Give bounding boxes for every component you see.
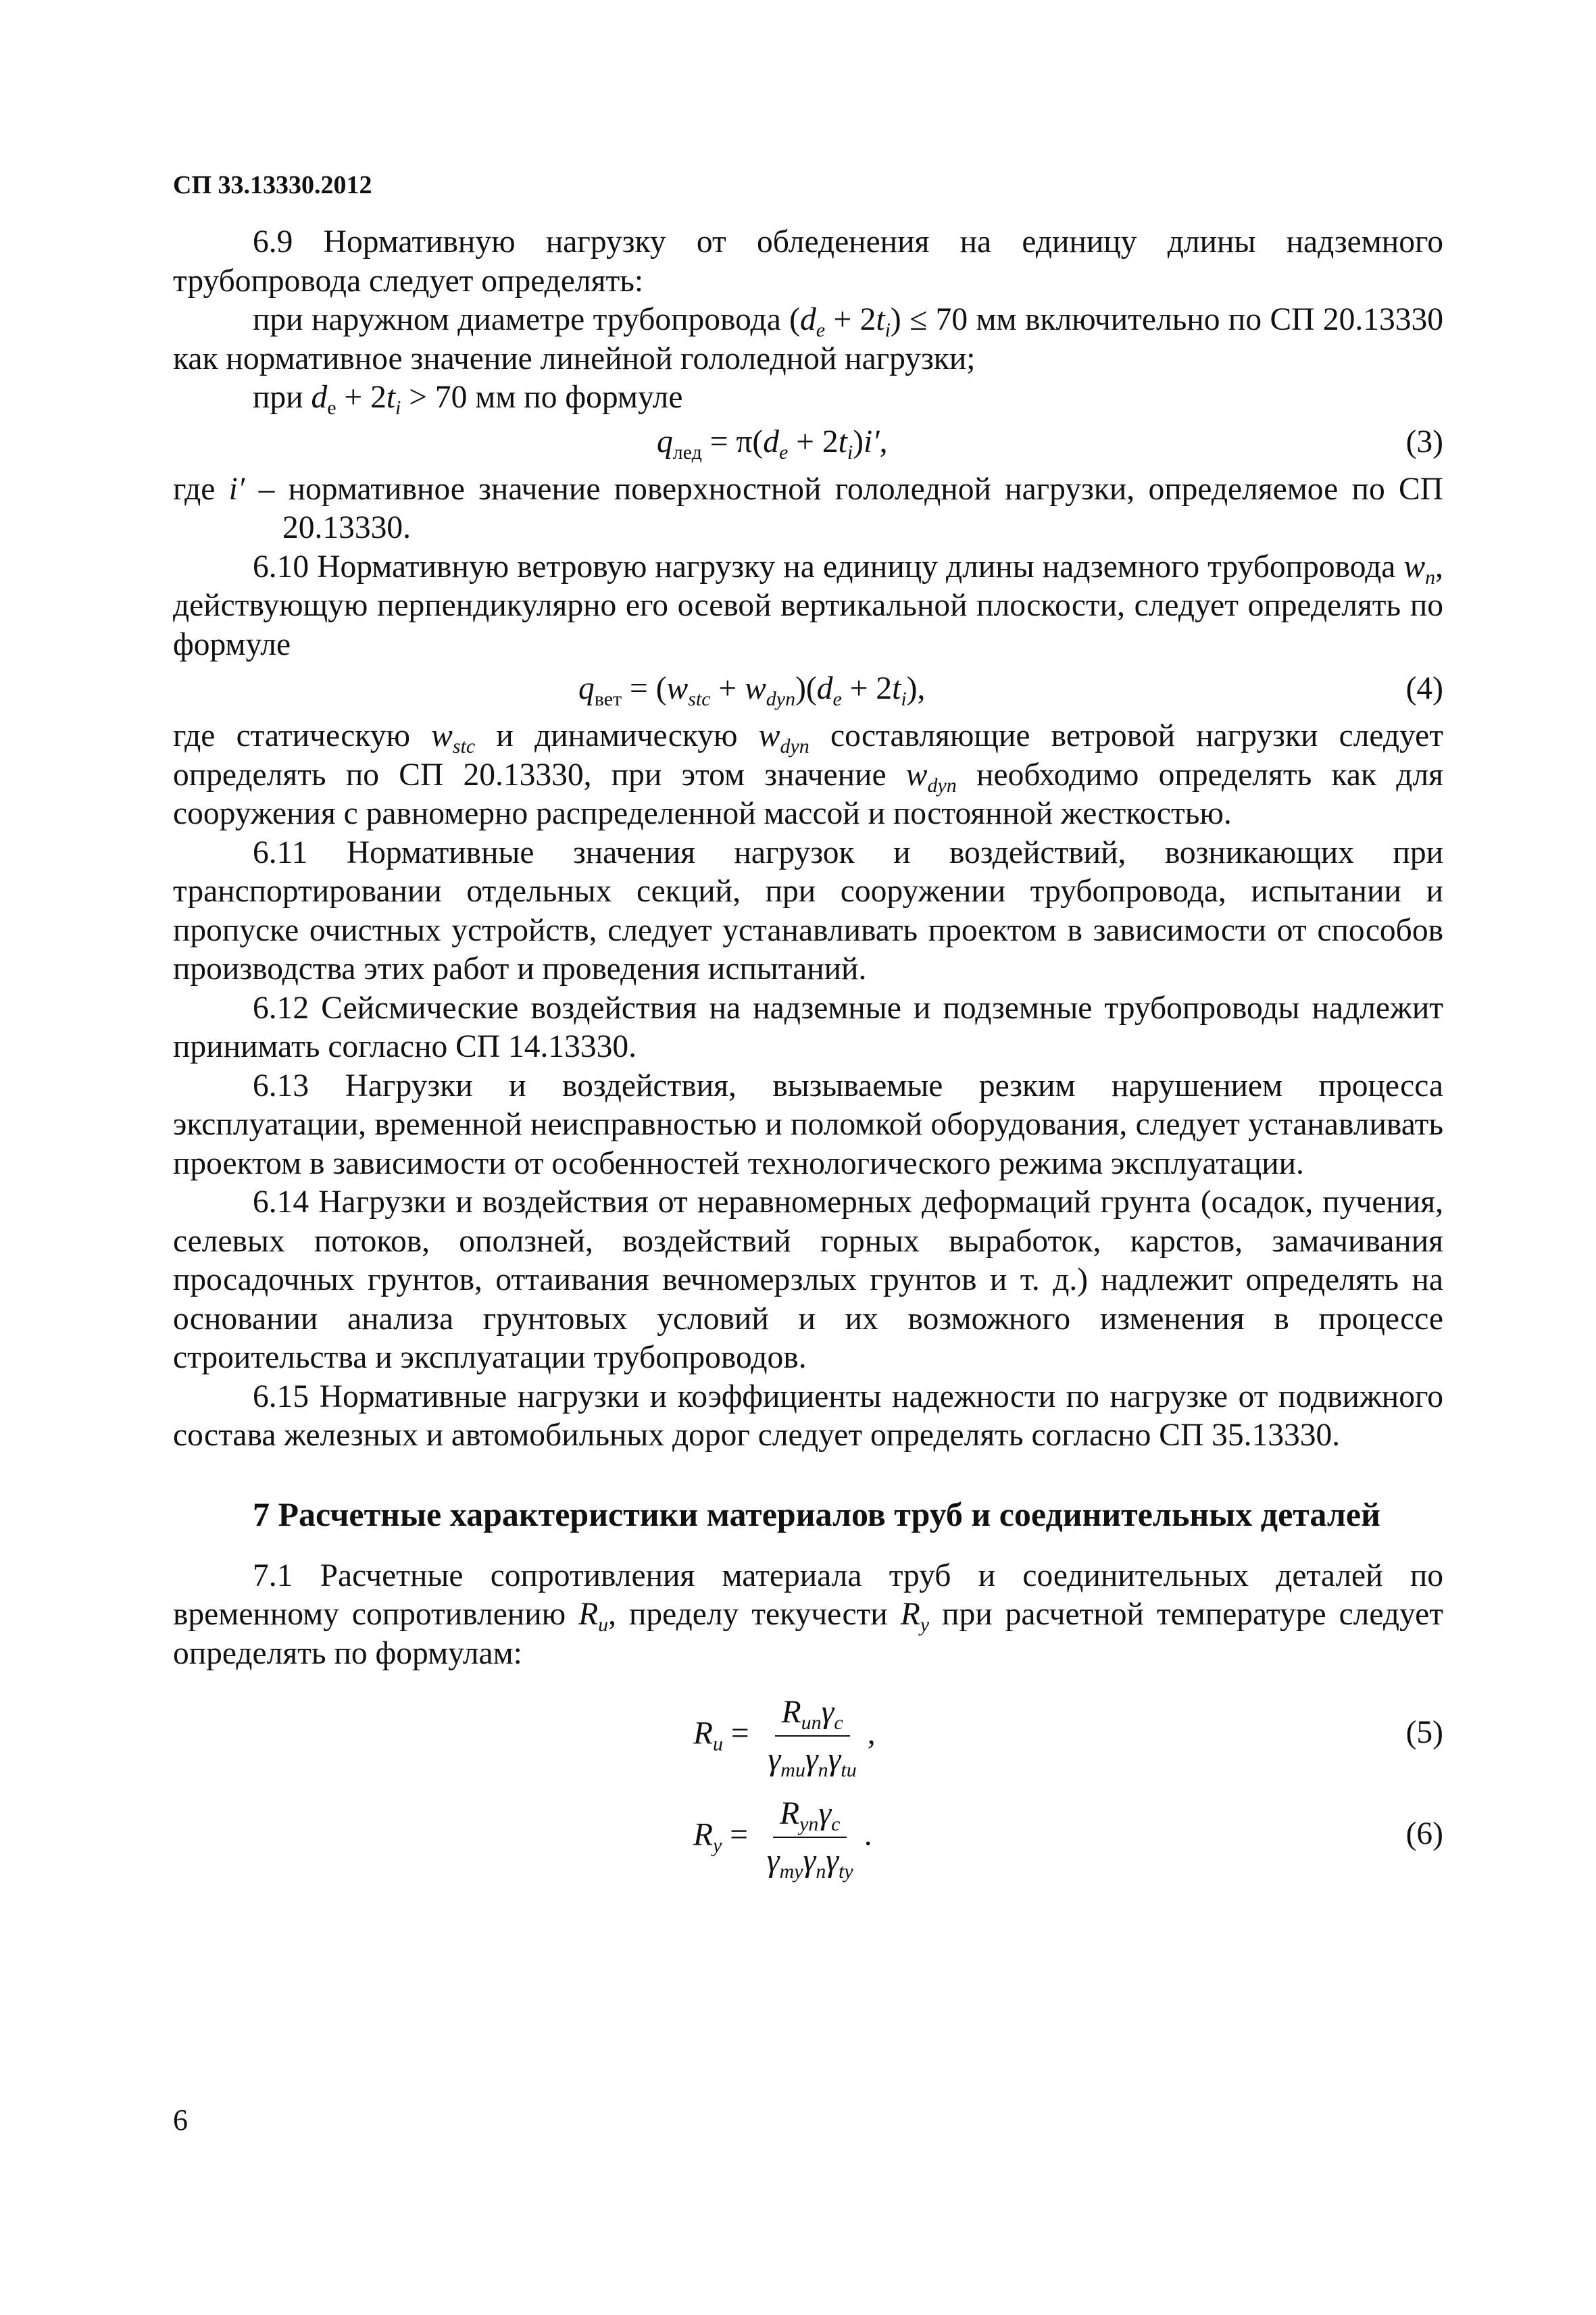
document-body	[173, 223, 1443, 1893]
paragraph-6-9-condition-2: при $d_e + 2t_i > 70$ мм по формуле	[253, 380, 683, 419]
text-fragment: составляющие ветровой нагрузки следует определять по СП 20.13330, при этом значение	[173, 718, 1443, 793]
paragraph-6-9-condition-1: при наружном диаметре трубопровода $(d_e + 2t_i) \le 70$ мм включительно по СП 20.13330 как нормативное значение линейной гололедной нагрузки;	[173, 302, 1443, 376]
formula-3: $q_{лед} = \pi(d_e + 2t_i)i'$,	[657, 424, 888, 464]
formula-5-row	[173, 1685, 1443, 1787]
equation-number-5: (5)	[1405, 1715, 1443, 1750]
equation-number-3: (3)	[1405, 424, 1443, 459]
text-fragment: при расчетной температуре следует определять по формулам:	[173, 1597, 1443, 1671]
text-fragment: необходимо определять как для сооружения с равномерно распределенной массой и постоянной жесткостью.	[173, 757, 1443, 831]
equation-number-6: (6)	[1405, 1816, 1443, 1851]
text-fragment: , пределу текучести	[608, 1597, 901, 1632]
page-number: 6	[173, 2104, 188, 2137]
paragraph-6-15: 6.15 Нормативные нагрузки и коэффициенты надежности по нагрузке от подвижного состава железных и автомобильных дорог следует определять согласно СП 35.13330.	[173, 1378, 1443, 1453]
text-fragment: > 70 мм по формуле	[401, 380, 683, 415]
paragraph-6-10: 6.10 Нормативную ветровую нагрузку на единицу длины надземного трубопровода $w_n$, действующую перпендикулярно его осевой вертикальной плоскости, следует определять по формуле	[173, 549, 1443, 662]
formula-6-row	[173, 1789, 1443, 1891]
text-fragment: где статическую	[173, 718, 432, 753]
fraction: $\frac{R_{yn}\gamma_c}{\gamma_{my}\gamma_n\gamma_{ty}}$	[766, 1796, 853, 1883]
formula-3-row	[173, 420, 1443, 468]
text-fragment: – нормативное значение поверхностной гололедной нагрузки, определяемое по СП 20.13330.	[245, 471, 1443, 545]
text-fragment: где	[173, 471, 229, 507]
document-code-header: СП 33.13330.2012	[173, 171, 372, 199]
section-7-heading: 7 Расчетные характеристики материалов труб и соединительных деталей	[253, 1495, 1380, 1533]
paragraph-6-13: 6.13 Нагрузки и воздействия, вызываемые резким нарушением процесса эксплуатации, временной неисправностью и поломкой оборудования, следует устанавливать проектом в зависимости от особенностей технологического режима эксплуатации.	[173, 1068, 1443, 1181]
formula-5: $R_u$ = $\frac{R_{un}\gamma_c}{\gamma_{mu}\gamma_n\gamma_{tu}}$ ,	[693, 1695, 876, 1781]
paragraph-6-12: 6.12 Сейсмические воздействия на надземные и подземные трубопроводы надлежит принимать согласно СП 14.13330.	[173, 990, 1443, 1064]
text-fragment: , действующую перпендикулярно его осевой вертикальной плоскости, следует определять по формуле	[173, 549, 1443, 662]
definition-wind-components: где статическую $w_{stc}$ и динамическую $w_{dyn}$ составляющие ветровой нагрузки следует определять по СП 20.13330, при этом значение $w_{dyn}$ необходимо определять как для сооружения с равномерно распределенной массой и постоянной жесткостью.	[173, 718, 1443, 831]
text-fragment: при наружном диаметре трубопровода (	[253, 302, 800, 337]
formula-6: $R_y$ = $\frac{R_{yn}\gamma_c}{\gamma_{my}\gamma_n\gamma_{ty}}$ .	[693, 1796, 872, 1883]
definition-i-prime: где i′ – нормативное значение поверхностной гололедной нагрузки, определяемое по СП 20.13330.	[173, 471, 1443, 545]
fraction: $\frac{R_{un}\gamma_c}{\gamma_{mu}\gamma_n\gamma_{tu}}$	[768, 1695, 857, 1781]
text-fragment: 7.1 Расчетные сопротивления материала труб и соединительных деталей по временному сопротивлению	[173, 1558, 1443, 1632]
paragraph-6-14: 6.14 Нагрузки и воздействия от неравномерных деформаций грунта (осадок, пучения, селевых потоков, оползней, воздействий горных выработок, карстов, замачивания просадочных грунтов, оттаивания вечномерзлых грунтов и т. д.) надлежит определять на основании анализа грунтовых условий и их возможного изменения в процессе строительства и эксплуатации трубопроводов.	[173, 1185, 1443, 1375]
text-fragment: и динамическую	[475, 718, 759, 753]
formula-4-row	[173, 667, 1443, 714]
text-fragment: ) ≤ 70 мм включительно по СП 20.13330 как нормативное значение линейной гололедной нагрузки;	[173, 302, 1443, 376]
text-fragment: 6.10 Нормативную ветровую нагрузку на единицу длины надземного трубопровода	[253, 549, 1404, 584]
formula-4: $q_{вет} = (w_{stc} + w_{dyn})(d_e + 2t_i)$,	[578, 671, 926, 710]
text-fragment: при	[253, 380, 311, 415]
paragraph-6-11: 6.11 Нормативные значения нагрузок и воздействий, возникающих при транспортировании отдельных секций, при сооружении трубопровода, испытании и пропуске очистных устройств, следует устанавливать проектом в зависимости от способов производства этих работ и проведения испытаний.	[173, 835, 1443, 987]
paragraph-7-1: 7.1 Расчетные сопротивления материала труб и соединительных деталей по временному сопротивлению $R_u$, пределу текучести $R_y$ при расчетной температуре следует определять по формулам:	[173, 1558, 1443, 1671]
paragraph-6-9: 6.9 Нормативную нагрузку от обледенения на единицу длины надземного трубопровода следует определять:	[173, 224, 1443, 299]
equation-number-4: (4)	[1405, 671, 1443, 706]
